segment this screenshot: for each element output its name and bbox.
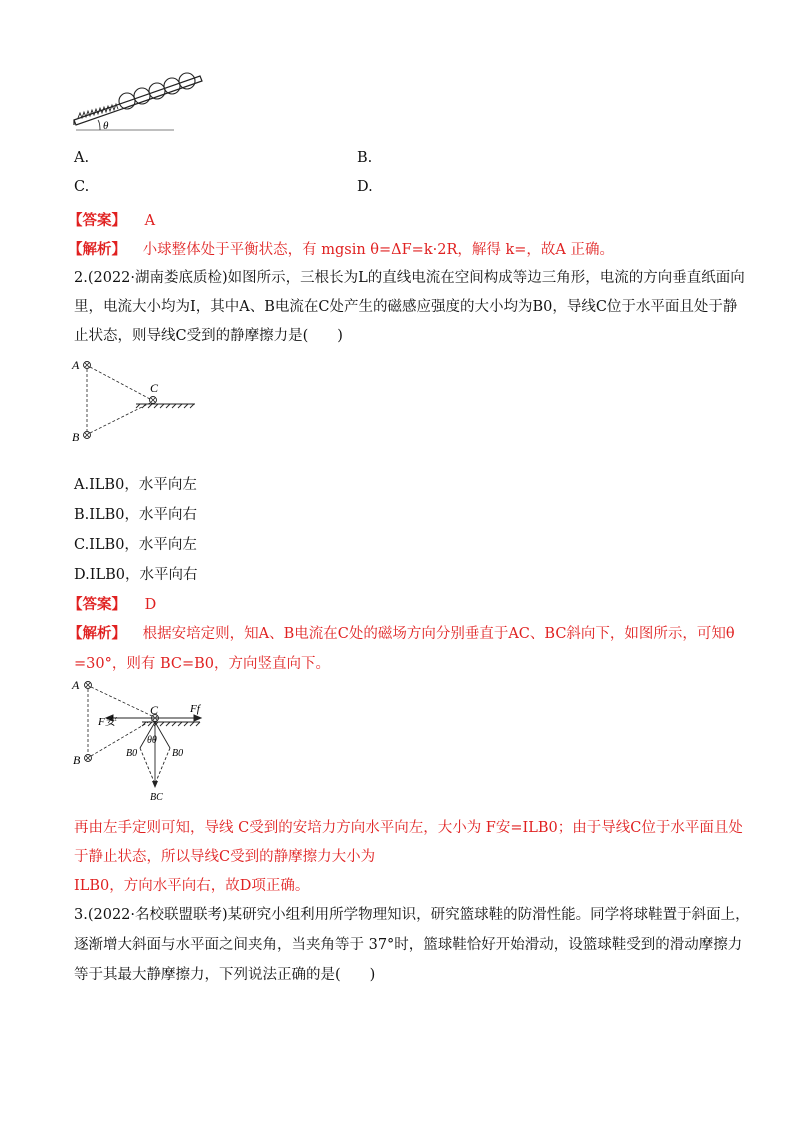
b0-left-label: B0 (126, 748, 138, 759)
q2-stem-line-1: 2.(2022·湖南娄底质检)如图所示，三根长为L的直线电流在空间构成等边三角形，电流的方向垂直纸面向 (74, 270, 745, 286)
bc-label: BC (150, 792, 163, 803)
figure-current-triangle (70, 355, 210, 450)
horizontal-surface (142, 722, 200, 726)
theta-label: θ (103, 120, 109, 132)
wire-a-symbol (84, 362, 91, 369)
q2-explanation-line-5: ILB0，方向水平向右，故D项正确。 (74, 878, 310, 894)
q3-stem-line-3: 等于其最大静摩擦力，下列说法正确的是( ) (74, 967, 376, 983)
explanation-label: 【解析】 (68, 625, 126, 642)
field-vectors (140, 722, 170, 784)
q2-option-c[interactable]: C.ILB0，水平向左 (74, 537, 197, 553)
q2-option-a[interactable]: A.ILB0，水平向左 (74, 477, 197, 493)
q3-stem-line-2: 逐渐增大斜面与水平面之间夹角，当夹角等于 37°时，篮球鞋恰好开始滑动，设篮球鞋受到的滑动摩擦力 (74, 937, 743, 953)
friction-force-label: Ff (190, 703, 200, 715)
q1-explanation-text: 小球整体处于平衡状态，有 mgsin θ=ΔF=k·2R，解得 k=，故A 正确。 (142, 242, 614, 258)
label-b: B (73, 753, 81, 767)
b0-right-label: B0 (172, 748, 184, 759)
label-a: A (72, 678, 80, 692)
q2-answer-row (68, 593, 156, 614)
wire-b-symbol (84, 432, 91, 439)
q1-answer-row (68, 209, 155, 230)
triangle-dashed-sides (87, 367, 150, 433)
q2-option-b[interactable]: B.ILB0，水平向右 (74, 507, 198, 523)
option-a[interactable]: A. (74, 150, 90, 166)
figure-force-diagram (70, 676, 220, 806)
q1-answer-value: A (144, 213, 156, 229)
label-a: A (72, 358, 80, 372)
bc-arrowhead (152, 781, 158, 788)
q2-explanation-line-2: =30°，则有 BC=B0，方向竖直向下。 (74, 656, 331, 672)
theta-labels: θθ (147, 735, 157, 746)
label-b: B (72, 430, 80, 444)
ampere-force-label: F安 (98, 716, 116, 728)
friction-force-arrow (156, 715, 201, 721)
answer-label: 【答案】 (68, 596, 126, 613)
label-c: C (150, 381, 159, 395)
q2-explanation-line-3: 再由左手定则可知，导线 C受到的安培力方向水平向左，大小为 F安=ILB0；由于导线C位于水平面且处 (74, 820, 743, 836)
incline-board (74, 76, 202, 125)
angle-arc (98, 120, 100, 130)
q2-explanation-line-4: 于静止状态，所以导线C受到的静摩擦力大小为 (74, 849, 376, 865)
q2-stem-line-2: 里，电流大小均为I，其中A、B电流在C处产生的磁感应强度的大小均为B0，导线C位于水平面且处于静 (74, 299, 738, 315)
option-d[interactable]: D. (357, 179, 373, 195)
q2-stem-line-3: 止状态，则导线C受到的静摩擦力是( ) (74, 328, 343, 344)
option-c[interactable]: C. (74, 179, 90, 195)
q2-option-d[interactable]: D.ILB0，水平向右 (74, 567, 198, 583)
q3-stem-line-1: 3.(2022·名校联盟联考)某研究小组利用所学物理知识，研究篮球鞋的防滑性能。同学将球鞋置于斜面上， (74, 907, 750, 923)
option-b[interactable]: B. (357, 150, 373, 166)
q2-answer-value: D (144, 597, 157, 613)
answer-label: 【答案】 (68, 212, 126, 229)
figure-incline-spring-balls (70, 68, 210, 138)
q2-explanation-line-1: 根据安培定则，知A、B电流在C处的磁场方向分别垂直于AC、BC斜向下，如图所示，可知θ (142, 626, 735, 642)
wire-b-symbol (85, 755, 92, 762)
q1-explanation-row (68, 238, 614, 259)
wire-a-symbol (85, 682, 92, 689)
label-c: C (150, 703, 159, 717)
q2-explanation-row-1 (68, 622, 735, 643)
explanation-label: 【解析】 (68, 241, 126, 258)
wire-c-symbol (150, 397, 157, 404)
